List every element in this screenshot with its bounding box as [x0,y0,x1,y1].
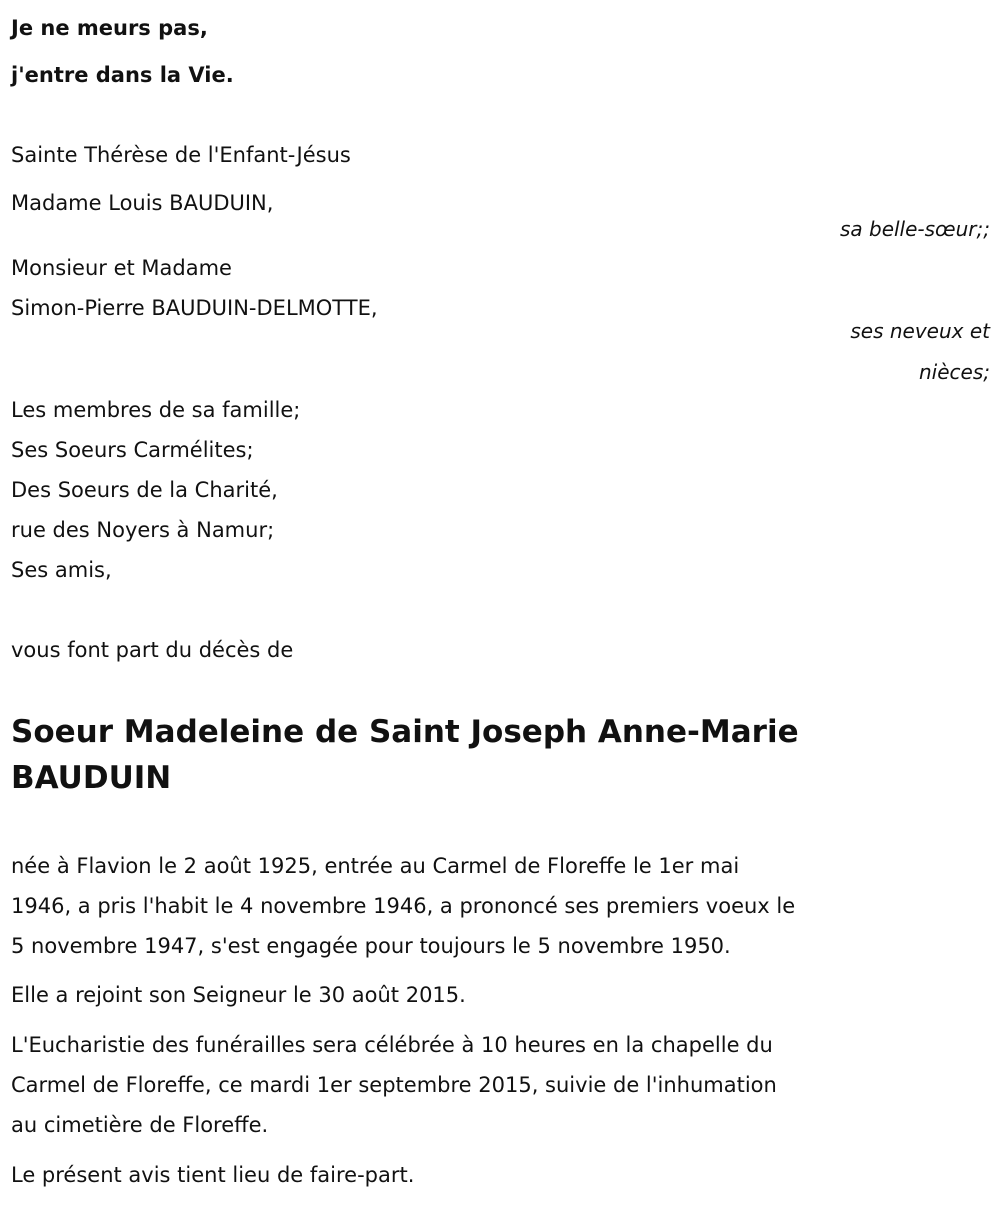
relation-sister-in-law: sa belle-sœur;; [839,217,990,241]
announcement: vous font part du décès de [11,638,294,662]
funeral-line: L'Eucharistie des funérailles sera célébrée à 10 heures en la chapelle du [11,1033,773,1057]
bio-line: née à Flavion le 2 août 1925, entrée au Carmel de Floreffe le 1er mai [11,854,740,878]
motto-line-1: Je ne meurs pas, [11,16,208,40]
death-line: Elle a rejoint son Seigneur le 30 août 2015. [11,983,466,1007]
bio-line: 5 novembre 1947, s'est engagée pour toujours le 5 novembre 1950. [11,934,731,958]
family-other: rue des Noyers à Namur; [11,518,275,542]
funeral-line: au cimetière de Floreffe. [11,1113,269,1137]
deceased-name-2: BAUDUIN [11,760,172,796]
family-nephews-2: Simon-Pierre BAUDUIN-DELMOTTE, [11,296,378,320]
motto-line-2: j'entre dans la Vie. [11,63,234,87]
deceased-name-1: Soeur Madeleine de Saint Joseph Anne-Marie [11,714,799,750]
bio-line: 1946, a pris l'habit le 4 novembre 1946, a prononcé ses premiers voeux le [11,894,796,918]
relation-nephews-1: ses neveux et [850,319,990,343]
family-other: Les membres de sa famille; [11,398,301,422]
family-sister-in-law: Madame Louis BAUDUIN, [11,191,274,215]
family-other: Ses Soeurs Carmélites; [11,438,254,462]
family-other: Ses amis, [11,558,112,582]
family-nephews-1: Monsieur et Madame [11,256,232,280]
relation-nephews-2: nièces; [919,360,990,384]
family-other: Des Soeurs de la Charité, [11,478,278,502]
quote-attribution: Sainte Thérèse de l'Enfant-Jésus [11,143,351,167]
funeral-line: Carmel de Floreffe, ce mardi 1er septembre 2015, suivie de l'inhumation [11,1073,777,1097]
closing-line: Le présent avis tient lieu de faire-part. [11,1163,415,1187]
